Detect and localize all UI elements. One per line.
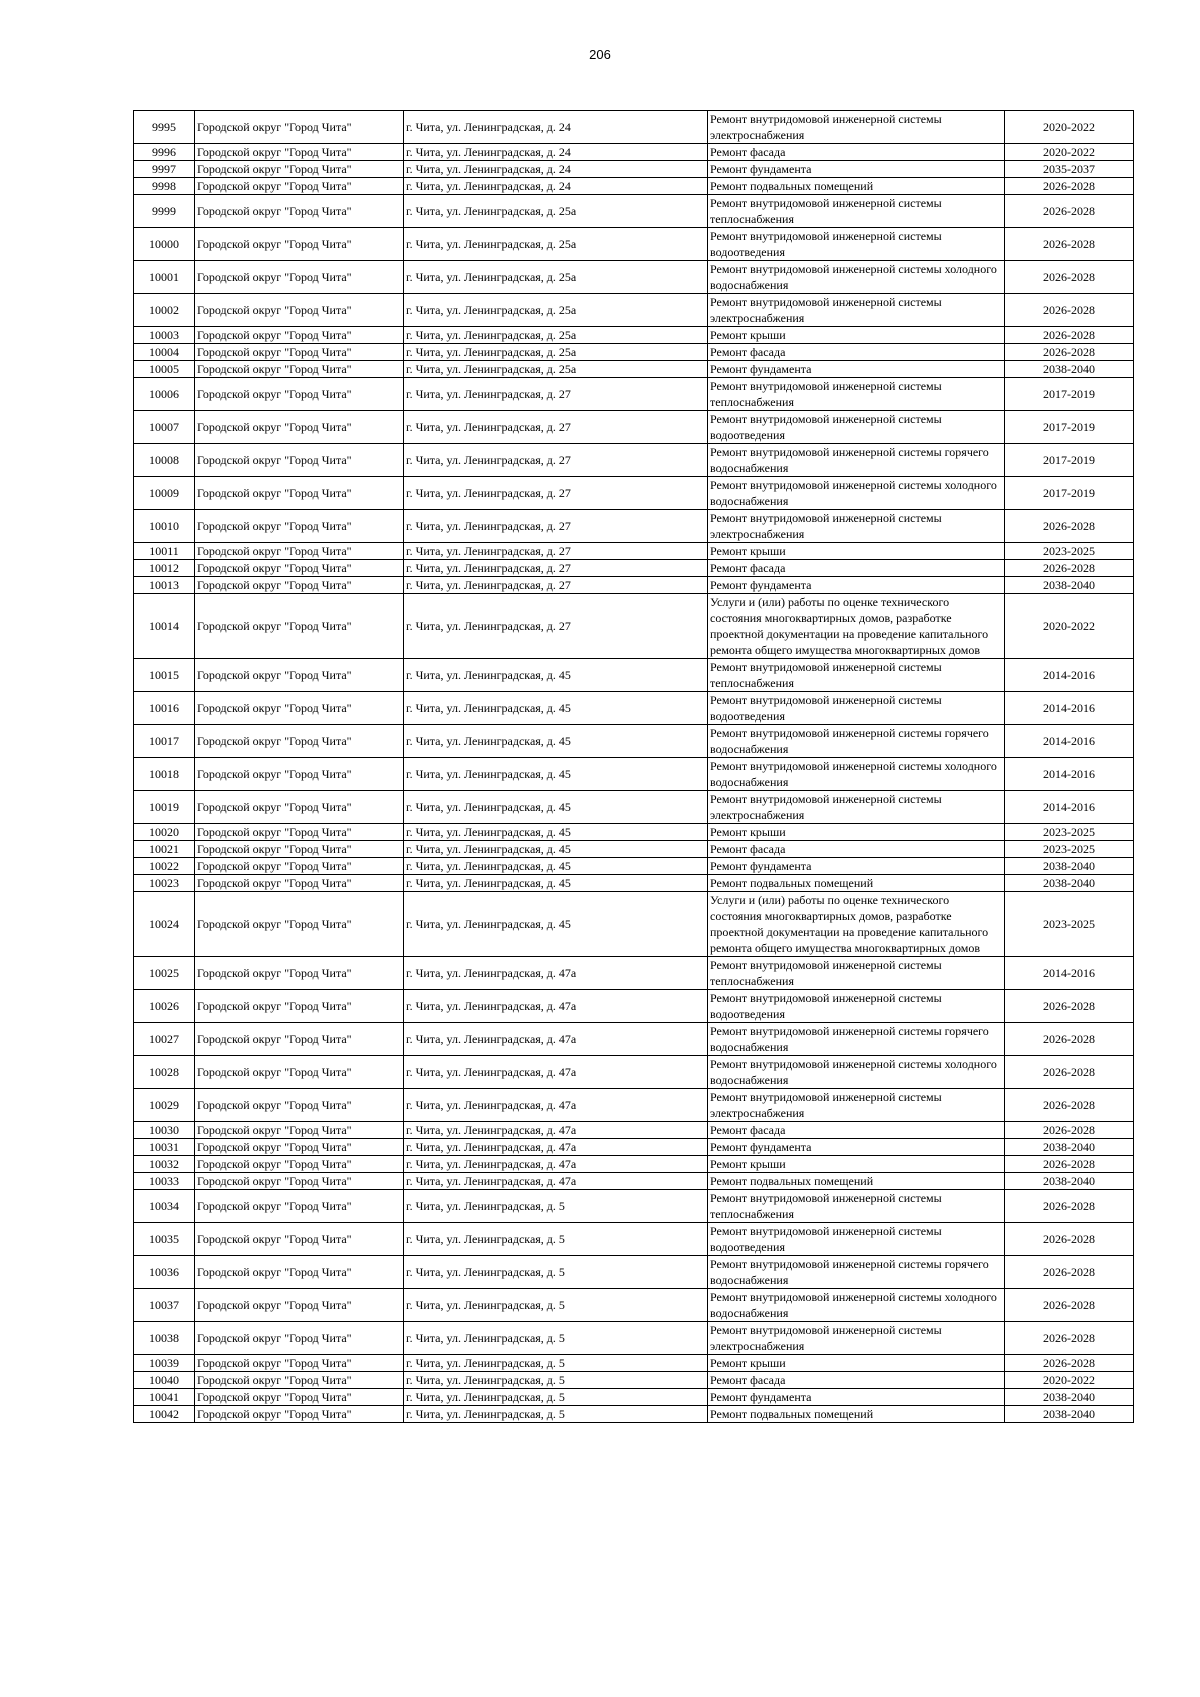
municipality-cell: Городской округ "Город Чита": [195, 261, 404, 294]
address-cell: г. Чита, ул. Ленинградская, д. 45: [404, 758, 708, 791]
work-type-cell: Ремонт внутридомовой инженерной системы горячего водоснабжения: [708, 1023, 1005, 1056]
period-cell: 2026-2028: [1005, 261, 1134, 294]
row-number-cell: 9998: [134, 178, 195, 195]
table-row: [134, 444, 1134, 477]
address-cell: г. Чита, ул. Ленинградская, д. 47а: [404, 990, 708, 1023]
period-cell: 2038-2040: [1005, 1173, 1134, 1190]
row-number-cell: 10037: [134, 1289, 195, 1322]
address-cell: г. Чита, ул. Ленинградская, д. 45: [404, 725, 708, 758]
municipality-cell: Городской округ "Город Чита": [195, 510, 404, 543]
municipality-cell: Городской округ "Город Чита": [195, 444, 404, 477]
period-cell: 2017-2019: [1005, 411, 1134, 444]
address-cell: г. Чита, ул. Ленинградская, д. 24: [404, 161, 708, 178]
work-type-cell: Ремонт внутридомовой инженерной системы электроснабжения: [708, 510, 1005, 543]
municipality-cell: Городской округ "Город Чита": [195, 1023, 404, 1056]
table-row: [134, 228, 1134, 261]
period-cell: 2017-2019: [1005, 378, 1134, 411]
period-cell: 2026-2028: [1005, 178, 1134, 195]
row-number-cell: 10015: [134, 659, 195, 692]
row-number-cell: 10000: [134, 228, 195, 261]
row-number-cell: 10034: [134, 1190, 195, 1223]
address-cell: г. Чита, ул. Ленинградская, д. 25а: [404, 294, 708, 327]
row-number-cell: 10027: [134, 1023, 195, 1056]
municipality-cell: Городской округ "Город Чита": [195, 990, 404, 1023]
work-type-cell: Ремонт фасада: [708, 344, 1005, 361]
address-cell: г. Чита, ул. Ленинградская, д. 47а: [404, 1156, 708, 1173]
work-type-cell: Ремонт фундамента: [708, 161, 1005, 178]
table-row: [134, 841, 1134, 858]
address-cell: г. Чита, ул. Ленинградская, д. 27: [404, 510, 708, 543]
row-number-cell: 10009: [134, 477, 195, 510]
municipality-cell: Городской округ "Город Чита": [195, 791, 404, 824]
row-number-cell: 10035: [134, 1223, 195, 1256]
work-type-cell: Ремонт фундамента: [708, 1139, 1005, 1156]
address-cell: г. Чита, ул. Ленинградская, д. 45: [404, 659, 708, 692]
period-cell: 2026-2028: [1005, 228, 1134, 261]
row-number-cell: 10032: [134, 1156, 195, 1173]
row-number-cell: 10036: [134, 1256, 195, 1289]
period-cell: 2023-2025: [1005, 892, 1134, 957]
period-cell: 2017-2019: [1005, 444, 1134, 477]
address-cell: г. Чита, ул. Ленинградская, д. 24: [404, 111, 708, 144]
row-number-cell: 10016: [134, 692, 195, 725]
period-cell: 2026-2028: [1005, 560, 1134, 577]
period-cell: 2026-2028: [1005, 327, 1134, 344]
row-number-cell: 10010: [134, 510, 195, 543]
table-row: [134, 1156, 1134, 1173]
work-type-cell: Ремонт внутридомовой инженерной системы холодного водоснабжения: [708, 1289, 1005, 1322]
table-row: [134, 692, 1134, 725]
municipality-cell: Городской округ "Город Чита": [195, 1372, 404, 1389]
row-number-cell: 9996: [134, 144, 195, 161]
row-number-cell: 10019: [134, 791, 195, 824]
row-number-cell: 10040: [134, 1372, 195, 1389]
address-cell: г. Чита, ул. Ленинградская, д. 47а: [404, 1089, 708, 1122]
address-cell: г. Чита, ул. Ленинградская, д. 5: [404, 1289, 708, 1322]
municipality-cell: Городской округ "Город Чита": [195, 1156, 404, 1173]
table-row: [134, 1023, 1134, 1056]
period-cell: 2023-2025: [1005, 543, 1134, 560]
municipality-cell: Городской округ "Город Чита": [195, 1355, 404, 1372]
row-number-cell: 10007: [134, 411, 195, 444]
row-number-cell: 10041: [134, 1389, 195, 1406]
period-cell: 2017-2019: [1005, 477, 1134, 510]
period-cell: 2020-2022: [1005, 1372, 1134, 1389]
address-cell: г. Чита, ул. Ленинградская, д. 27: [404, 444, 708, 477]
address-cell: г. Чита, ул. Ленинградская, д. 27: [404, 411, 708, 444]
page-number: 206: [589, 47, 611, 62]
work-type-cell: Ремонт внутридомовой инженерной системы теплоснабжения: [708, 378, 1005, 411]
work-type-cell: Ремонт подвальных помещений: [708, 875, 1005, 892]
period-cell: 2038-2040: [1005, 1406, 1134, 1423]
municipality-cell: Городской округ "Город Чита": [195, 294, 404, 327]
period-cell: 2023-2025: [1005, 841, 1134, 858]
period-cell: 2038-2040: [1005, 1389, 1134, 1406]
work-type-cell: Услуги и (или) работы по оценке технического состояния многоквартирных домов, разработке проектной документации на проведение капитального ремонта общего имущества многоквартирных домов: [708, 892, 1005, 957]
work-type-cell: Ремонт внутридомовой инженерной системы теплоснабжения: [708, 1190, 1005, 1223]
period-cell: 2026-2028: [1005, 990, 1134, 1023]
row-number-cell: 10001: [134, 261, 195, 294]
row-number-cell: 10024: [134, 892, 195, 957]
row-number-cell: 10008: [134, 444, 195, 477]
municipality-cell: Городской округ "Город Чита": [195, 824, 404, 841]
row-number-cell: 9995: [134, 111, 195, 144]
work-type-cell: Ремонт внутридомовой инженерной системы теплоснабжения: [708, 195, 1005, 228]
municipality-cell: Городской округ "Город Чита": [195, 344, 404, 361]
work-type-cell: Ремонт внутридомовой инженерной системы водоотведения: [708, 228, 1005, 261]
row-number-cell: 10025: [134, 957, 195, 990]
address-cell: г. Чита, ул. Ленинградская, д. 24: [404, 144, 708, 161]
address-cell: г. Чита, ул. Ленинградская, д. 45: [404, 791, 708, 824]
row-number-cell: 10018: [134, 758, 195, 791]
municipality-cell: Городской округ "Город Чита": [195, 1256, 404, 1289]
municipality-cell: Городской округ "Город Чита": [195, 858, 404, 875]
table-row: [134, 594, 1134, 659]
table-row: [134, 327, 1134, 344]
table-row: [134, 111, 1134, 144]
table-body: [134, 111, 1134, 1423]
table-row: [134, 195, 1134, 228]
municipality-cell: Городской округ "Город Чита": [195, 411, 404, 444]
table-row: [134, 1406, 1134, 1423]
work-type-cell: Ремонт внутридомовой инженерной системы горячего водоснабжения: [708, 725, 1005, 758]
address-cell: г. Чита, ул. Ленинградская, д. 47а: [404, 1139, 708, 1156]
work-type-cell: Ремонт внутридомовой инженерной системы водоотведения: [708, 692, 1005, 725]
address-cell: г. Чита, ул. Ленинградская, д. 25а: [404, 195, 708, 228]
address-cell: г. Чита, ул. Ленинградская, д. 47а: [404, 1122, 708, 1139]
address-cell: г. Чита, ул. Ленинградская, д. 5: [404, 1256, 708, 1289]
table-row: [134, 378, 1134, 411]
municipality-cell: Городской округ "Город Чита": [195, 361, 404, 378]
period-cell: 2026-2028: [1005, 1256, 1134, 1289]
address-cell: г. Чита, ул. Ленинградская, д. 47а: [404, 1023, 708, 1056]
table-row: [134, 875, 1134, 892]
table-row: [134, 1322, 1134, 1355]
table-row: [134, 560, 1134, 577]
row-number-cell: 9999: [134, 195, 195, 228]
municipality-cell: Городской округ "Город Чита": [195, 1089, 404, 1122]
table-row: [134, 294, 1134, 327]
table-row: [134, 824, 1134, 841]
work-type-cell: Ремонт фасада: [708, 841, 1005, 858]
table-row: [134, 1389, 1134, 1406]
row-number-cell: 10020: [134, 824, 195, 841]
work-type-cell: Ремонт внутридомовой инженерной системы теплоснабжения: [708, 659, 1005, 692]
work-type-cell: Ремонт крыши: [708, 543, 1005, 560]
work-type-cell: Ремонт подвальных помещений: [708, 1173, 1005, 1190]
table-row: [134, 261, 1134, 294]
municipality-cell: Городской округ "Город Чита": [195, 111, 404, 144]
municipality-cell: Городской округ "Город Чита": [195, 195, 404, 228]
table-row: [134, 144, 1134, 161]
work-type-cell: Ремонт фундамента: [708, 858, 1005, 875]
municipality-cell: Городской округ "Город Чита": [195, 543, 404, 560]
row-number-cell: 10006: [134, 378, 195, 411]
work-type-cell: Ремонт внутридомовой инженерной системы водоотведения: [708, 990, 1005, 1023]
row-number-cell: 10029: [134, 1089, 195, 1122]
table-row: [134, 858, 1134, 875]
work-type-cell: Ремонт внутридомовой инженерной системы водоотведения: [708, 1223, 1005, 1256]
period-cell: 2038-2040: [1005, 875, 1134, 892]
address-cell: г. Чита, ул. Ленинградская, д. 5: [404, 1223, 708, 1256]
table-row: [134, 1190, 1134, 1223]
municipality-cell: Городской округ "Город Чита": [195, 327, 404, 344]
municipality-cell: Городской округ "Город Чита": [195, 577, 404, 594]
municipality-cell: Городской округ "Город Чита": [195, 161, 404, 178]
row-number-cell: 10002: [134, 294, 195, 327]
municipality-cell: Городской округ "Город Чита": [195, 692, 404, 725]
municipality-cell: Городской округ "Город Чита": [195, 957, 404, 990]
work-type-cell: Ремонт внутридомовой инженерной системы холодного водоснабжения: [708, 261, 1005, 294]
work-type-cell: Ремонт внутридомовой инженерной системы водоотведения: [708, 411, 1005, 444]
municipality-cell: Городской округ "Город Чита": [195, 1389, 404, 1406]
address-cell: г. Чита, ул. Ленинградская, д. 45: [404, 841, 708, 858]
table-row: [134, 957, 1134, 990]
period-cell: 2014-2016: [1005, 957, 1134, 990]
table-row: [134, 344, 1134, 361]
address-cell: г. Чита, ул. Ленинградская, д. 25а: [404, 344, 708, 361]
period-cell: 2020-2022: [1005, 144, 1134, 161]
municipality-cell: Городской округ "Город Чита": [195, 1406, 404, 1423]
work-type-cell: Ремонт внутридомовой инженерной системы холодного водоснабжения: [708, 758, 1005, 791]
period-cell: 2038-2040: [1005, 577, 1134, 594]
work-type-cell: Ремонт крыши: [708, 824, 1005, 841]
work-type-cell: Ремонт подвальных помещений: [708, 178, 1005, 195]
address-cell: г. Чита, ул. Ленинградская, д. 27: [404, 378, 708, 411]
work-type-cell: Ремонт внутридомовой инженерной системы электроснабжения: [708, 294, 1005, 327]
row-number-cell: 10017: [134, 725, 195, 758]
table-row: [134, 1089, 1134, 1122]
table-row: [134, 178, 1134, 195]
work-type-cell: Ремонт внутридомовой инженерной системы холодного водоснабжения: [708, 477, 1005, 510]
table-row: [134, 361, 1134, 378]
table-row: [134, 543, 1134, 560]
table-row: [134, 1139, 1134, 1156]
period-cell: 2014-2016: [1005, 791, 1134, 824]
address-cell: г. Чита, ул. Ленинградская, д. 47а: [404, 1173, 708, 1190]
address-cell: г. Чита, ул. Ленинградская, д. 24: [404, 178, 708, 195]
address-cell: г. Чита, ул. Ленинградская, д. 5: [404, 1406, 708, 1423]
municipality-cell: Городской округ "Город Чита": [195, 1322, 404, 1355]
municipality-cell: Городской округ "Город Чита": [195, 1173, 404, 1190]
municipality-cell: Городской округ "Город Чита": [195, 144, 404, 161]
period-cell: 2014-2016: [1005, 659, 1134, 692]
period-cell: 2026-2028: [1005, 1056, 1134, 1089]
address-cell: г. Чита, ул. Ленинградская, д. 25а: [404, 327, 708, 344]
work-type-cell: Ремонт фундамента: [708, 1389, 1005, 1406]
table-row: [134, 791, 1134, 824]
municipality-cell: Городской округ "Город Чита": [195, 1122, 404, 1139]
table-row: [134, 1355, 1134, 1372]
table-row: [134, 758, 1134, 791]
row-number-cell: 10026: [134, 990, 195, 1023]
table-row: [134, 510, 1134, 543]
work-type-cell: Ремонт подвальных помещений: [708, 1406, 1005, 1423]
municipality-cell: Городской округ "Город Чита": [195, 1139, 404, 1156]
municipality-cell: Городской округ "Город Чита": [195, 659, 404, 692]
work-type-cell: Ремонт фундамента: [708, 361, 1005, 378]
row-number-cell: 10033: [134, 1173, 195, 1190]
address-cell: г. Чита, ул. Ленинградская, д. 27: [404, 577, 708, 594]
municipality-cell: Городской округ "Город Чита": [195, 725, 404, 758]
table-row: [134, 1122, 1134, 1139]
row-number-cell: 10013: [134, 577, 195, 594]
period-cell: 2026-2028: [1005, 1122, 1134, 1139]
row-number-cell: 10014: [134, 594, 195, 659]
table-row: [134, 1372, 1134, 1389]
period-cell: 2026-2028: [1005, 195, 1134, 228]
table-row: [134, 1256, 1134, 1289]
table-row: [134, 725, 1134, 758]
period-cell: 2026-2028: [1005, 1089, 1134, 1122]
period-cell: 2026-2028: [1005, 1223, 1134, 1256]
address-cell: г. Чита, ул. Ленинградская, д. 27: [404, 560, 708, 577]
work-type-cell: Ремонт внутридомовой инженерной системы холодного водоснабжения: [708, 1056, 1005, 1089]
row-number-cell: 10021: [134, 841, 195, 858]
municipality-cell: Городской округ "Город Чита": [195, 1190, 404, 1223]
table-row: [134, 1289, 1134, 1322]
address-cell: г. Чита, ул. Ленинградская, д. 47а: [404, 1056, 708, 1089]
row-number-cell: 10030: [134, 1122, 195, 1139]
address-cell: г. Чита, ул. Ленинградская, д. 27: [404, 477, 708, 510]
period-cell: 2026-2028: [1005, 1190, 1134, 1223]
address-cell: г. Чита, ул. Ленинградская, д. 27: [404, 594, 708, 659]
period-cell: 2026-2028: [1005, 510, 1134, 543]
municipality-cell: Городской округ "Город Чита": [195, 1289, 404, 1322]
table-row: [134, 659, 1134, 692]
municipality-cell: Городской округ "Город Чита": [195, 1223, 404, 1256]
row-number-cell: 10023: [134, 875, 195, 892]
period-cell: 2020-2022: [1005, 111, 1134, 144]
work-type-cell: Ремонт фундамента: [708, 577, 1005, 594]
period-cell: 2038-2040: [1005, 1139, 1134, 1156]
address-cell: г. Чита, ул. Ленинградская, д. 45: [404, 875, 708, 892]
period-cell: 2038-2040: [1005, 858, 1134, 875]
municipality-cell: Городской округ "Город Чита": [195, 178, 404, 195]
period-cell: 2014-2016: [1005, 725, 1134, 758]
municipality-cell: Городской округ "Город Чита": [195, 477, 404, 510]
municipality-cell: Городской округ "Город Чита": [195, 841, 404, 858]
municipality-cell: Городской округ "Город Чита": [195, 594, 404, 659]
address-cell: г. Чита, ул. Ленинградская, д. 27: [404, 543, 708, 560]
row-number-cell: 10039: [134, 1355, 195, 1372]
period-cell: 2014-2016: [1005, 692, 1134, 725]
row-number-cell: 10038: [134, 1322, 195, 1355]
period-cell: 2026-2028: [1005, 1156, 1134, 1173]
work-type-cell: Ремонт внутридомовой инженерной системы электроснабжения: [708, 111, 1005, 144]
municipality-cell: Городской округ "Город Чита": [195, 560, 404, 577]
period-cell: 2023-2025: [1005, 824, 1134, 841]
work-type-cell: Ремонт фасада: [708, 1122, 1005, 1139]
row-number-cell: 10028: [134, 1056, 195, 1089]
work-type-cell: Ремонт внутридомовой инженерной системы электроснабжения: [708, 791, 1005, 824]
row-number-cell: 10022: [134, 858, 195, 875]
row-number-cell: 10031: [134, 1139, 195, 1156]
address-cell: г. Чита, ул. Ленинградская, д. 45: [404, 858, 708, 875]
municipality-cell: Городской округ "Город Чита": [195, 892, 404, 957]
table-row: [134, 990, 1134, 1023]
municipality-cell: Городской округ "Город Чита": [195, 228, 404, 261]
work-type-cell: Ремонт крыши: [708, 1355, 1005, 1372]
municipality-cell: Городской округ "Город Чита": [195, 758, 404, 791]
row-number-cell: 10011: [134, 543, 195, 560]
work-type-cell: Ремонт внутридомовой инженерной системы электроснабжения: [708, 1089, 1005, 1122]
address-cell: г. Чита, ул. Ленинградская, д. 25а: [404, 228, 708, 261]
period-cell: 2026-2028: [1005, 294, 1134, 327]
table-row: [134, 1173, 1134, 1190]
municipality-cell: Городской округ "Город Чита": [195, 378, 404, 411]
address-cell: г. Чита, ул. Ленинградская, д. 5: [404, 1322, 708, 1355]
municipality-cell: Городской округ "Город Чита": [195, 875, 404, 892]
row-number-cell: 10042: [134, 1406, 195, 1423]
work-type-cell: Ремонт фасада: [708, 560, 1005, 577]
address-cell: г. Чита, ул. Ленинградская, д. 45: [404, 692, 708, 725]
address-cell: г. Чита, ул. Ленинградская, д. 45: [404, 892, 708, 957]
period-cell: 2014-2016: [1005, 758, 1134, 791]
work-type-cell: Ремонт крыши: [708, 327, 1005, 344]
work-type-cell: Ремонт внутридомовой инженерной системы горячего водоснабжения: [708, 444, 1005, 477]
repair-schedule-table: [133, 110, 1134, 1423]
address-cell: г. Чита, ул. Ленинградская, д. 5: [404, 1372, 708, 1389]
work-type-cell: Ремонт фасада: [708, 1372, 1005, 1389]
table-row: [134, 577, 1134, 594]
work-type-cell: Ремонт фасада: [708, 144, 1005, 161]
address-cell: г. Чита, ул. Ленинградская, д. 5: [404, 1355, 708, 1372]
work-type-cell: Ремонт внутридомовой инженерной системы горячего водоснабжения: [708, 1256, 1005, 1289]
period-cell: 2026-2028: [1005, 344, 1134, 361]
period-cell: 2026-2028: [1005, 1322, 1134, 1355]
period-cell: 2038-2040: [1005, 361, 1134, 378]
work-type-cell: Ремонт крыши: [708, 1156, 1005, 1173]
row-number-cell: 10012: [134, 560, 195, 577]
period-cell: 2020-2022: [1005, 594, 1134, 659]
period-cell: 2026-2028: [1005, 1023, 1134, 1056]
table-row: [134, 892, 1134, 957]
table-row: [134, 1056, 1134, 1089]
period-cell: 2026-2028: [1005, 1289, 1134, 1322]
row-number-cell: 10005: [134, 361, 195, 378]
row-number-cell: 10003: [134, 327, 195, 344]
municipality-cell: Городской округ "Город Чита": [195, 1056, 404, 1089]
address-cell: г. Чита, ул. Ленинградская, д. 45: [404, 824, 708, 841]
row-number-cell: 10004: [134, 344, 195, 361]
table-row: [134, 477, 1134, 510]
work-type-cell: Услуги и (или) работы по оценке технического состояния многоквартирных домов, разработке проектной документации на проведение капитального ремонта общего имущества многоквартирных домов: [708, 594, 1005, 659]
work-type-cell: Ремонт внутридомовой инженерной системы электроснабжения: [708, 1322, 1005, 1355]
period-cell: 2026-2028: [1005, 1355, 1134, 1372]
table-row: [134, 161, 1134, 178]
address-cell: г. Чита, ул. Ленинградская, д. 25а: [404, 361, 708, 378]
table-row: [134, 1223, 1134, 1256]
address-cell: г. Чита, ул. Ленинградская, д. 5: [404, 1389, 708, 1406]
period-cell: 2035-2037: [1005, 161, 1134, 178]
row-number-cell: 9997: [134, 161, 195, 178]
address-cell: г. Чита, ул. Ленинградская, д. 25а: [404, 261, 708, 294]
address-cell: г. Чита, ул. Ленинградская, д. 5: [404, 1190, 708, 1223]
address-cell: г. Чита, ул. Ленинградская, д. 47а: [404, 957, 708, 990]
work-type-cell: Ремонт внутридомовой инженерной системы теплоснабжения: [708, 957, 1005, 990]
table-row: [134, 411, 1134, 444]
